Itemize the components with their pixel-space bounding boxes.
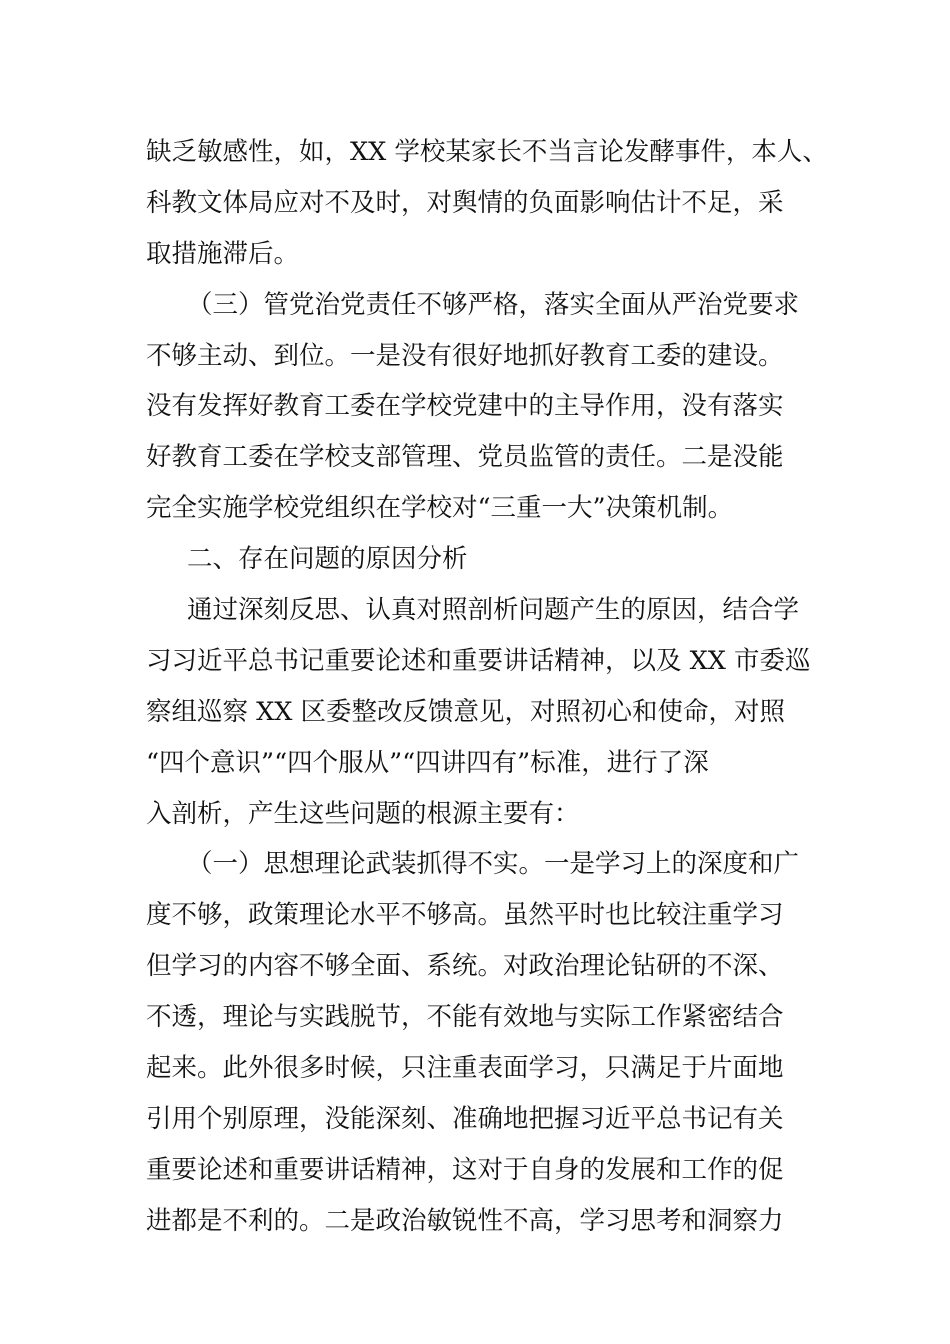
text-line: “四个意识”“四个服从”“四讲四有”标准，进行了深 xyxy=(146,747,709,778)
text-line: 取措施滞后。 xyxy=(146,238,300,269)
paragraph-start-line: （一）思想理论武装抓得不实。一是学习上的深度和广 xyxy=(187,849,800,880)
paragraph-start-line: （三）管党治党责任不够严格，落实全面从严治党要求 xyxy=(187,289,800,320)
text-line: 不够主动、到位。一是没有很好地抓好教育工委的建设。 xyxy=(146,340,784,371)
paragraph-start-line: 通过深刻反思、认真对照剖析问题产生的原因，结合学 xyxy=(187,595,800,626)
text-line: 入剖析，产生这些问题的根源主要有： xyxy=(146,798,580,829)
text-line: 进都是不利的。二是政治敏锐性不高，学习思考和洞察力 xyxy=(146,1205,784,1236)
text-line: 科教文体局应对不及时，对舆情的负面影响估计不足，采 xyxy=(146,187,784,218)
text-line: 起来。此外很多时候，只注重表面学习，只满足于片面地 xyxy=(146,1053,784,1084)
text-line: 但学习的内容不够全面、系统。对政治理论钻研的不深、 xyxy=(146,951,784,982)
text-line: 缺乏敏感性，如，XX 学校某家长不当言论发酵事件，本人、 xyxy=(146,137,828,167)
text-line: 引用个别原理，没能深刻、准确地把握习近平总书记有关 xyxy=(146,1103,784,1134)
text-line: 察组巡察 XX 区委整改反馈意见，对照初心和使命，对照 xyxy=(146,696,786,727)
text-line: 不透，理论与实践脱节，不能有效地与实际工作紧密结合 xyxy=(146,1002,784,1033)
text-line: 重要论述和重要讲话精神，这对于自身的发展和工作的促 xyxy=(146,1154,784,1185)
text-line: 好教育工委在学校支部管理、党员监管的责任。二是没能 xyxy=(146,442,784,473)
text-line: 度不够，政策理论水平不够高。虽然平时也比较注重学习 xyxy=(146,900,784,931)
text-line: 没有发挥好教育工委在学校党建中的主导作用，没有落实 xyxy=(146,391,784,422)
section-heading: 二、存在问题的原因分析 xyxy=(187,544,468,575)
document-body xyxy=(146,127,828,1247)
text-line: 习习近平总书记重要论述和重要讲话精神，以及 XX 市委巡 xyxy=(146,645,811,676)
text-line: 完全实施学校党组织在学校对“三重一大”决策机制。 xyxy=(146,493,734,524)
